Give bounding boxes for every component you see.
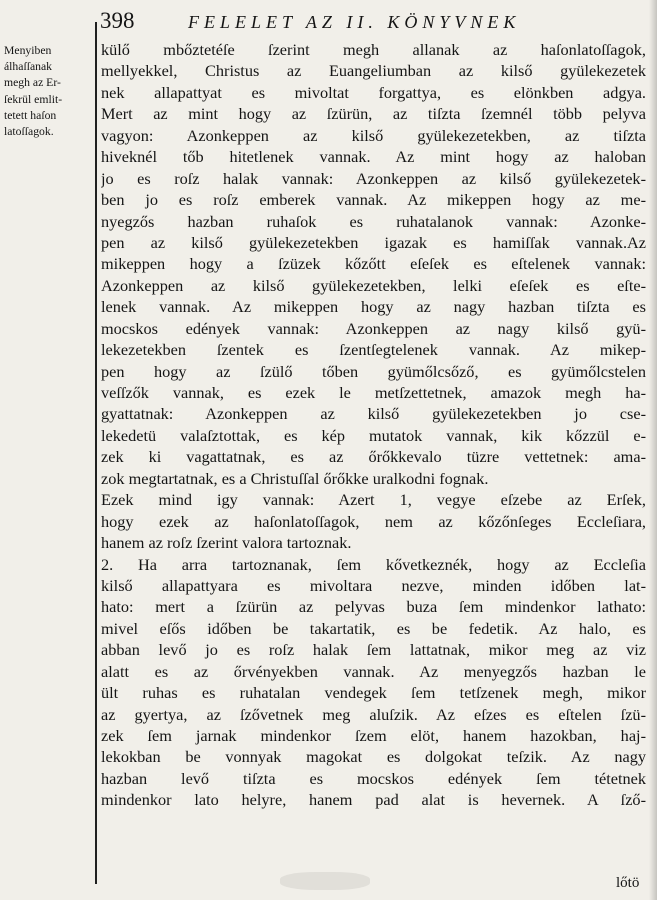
text-line: nyegzős hazban ruhaſok es ruhatalanok vannak: Azonke- <box>101 211 646 231</box>
text-line: vagyon: Azonkeppen az kilső gyülekezetekben, az tiſzta <box>101 125 646 145</box>
text-line: pen az kilső gyülekezetekben igazak es hamiſſak vannak.Az <box>101 232 646 252</box>
text-line: lekedetü valaſztottak, es kép mutatok vannak, kik kőzzül e- <box>101 425 646 445</box>
margin-note-line: latoſſagok. <box>4 124 54 138</box>
text-line: nek allapattyat es mivoltat forgattya, es elönkben adgya. <box>101 82 646 102</box>
text-line: hogy ezek az haſonlatoſſagok, nem az kőzőnſeges Eccleſiara, <box>101 511 646 531</box>
text-line: abban levő jo es roſz halak ſem lattatnak, mikor meg az viz <box>101 640 646 660</box>
text-line: ült ruhas es ruhatalan vendegek ſem tetſzenek megh, mikor <box>101 683 646 703</box>
text-line: lekezetekben ſzentek es ſzentſegtelenek vannak. Az mikep- <box>101 340 646 360</box>
catchword: lőtö <box>616 875 640 891</box>
text-line: lenek vannak. Az mikeppen hogy az nagy hazban tiſzta es <box>101 297 646 317</box>
text-line: alatt es az őrvényekben vannak. Az menyegzős hazban le <box>101 661 646 681</box>
margin-note-line: álhaſſanak <box>4 60 53 74</box>
running-title: FELELET AZ II. KÖNYVNEK <box>188 12 521 32</box>
text-line: ben jo es roſz emberek vannak. Az mikeppen hogy az me- <box>101 190 646 210</box>
text-line: zok megtartatnak, es a Christuſſal őrőkke uralkodni fognak. <box>101 468 489 488</box>
text-line: külő mbőztetéſe ſzerint megh allanak az haſonlatoſſagok, <box>101 40 646 59</box>
text-line: 2. Ha arra tartoznanak, ſem kővetkeznék, hogy az Eccleſia <box>101 554 646 574</box>
page-number: 398 <box>100 8 135 33</box>
text-line: hiveknél tőb hitetlenek vannak. Az mint hogy az haloban <box>101 147 646 167</box>
text-line: zek ki vagattatnak, es az őrőkkevalo tüzre vettetnek: ama- <box>101 447 646 467</box>
text-line: mellyekkel, Christus az Euangeliumban az kilső gyülekezetek <box>101 61 646 81</box>
text-line: gyattatnak: Azonkeppen az kilső gyülekezetekben jo cse- <box>101 404 646 424</box>
text-line: hazban levő tiſzta es mocskos edények ſem tétetnek <box>101 768 646 788</box>
page-header <box>96 8 644 36</box>
vertical-rule <box>95 22 97 884</box>
margin-note-line: tetett haſon <box>4 108 57 122</box>
text-line: hato: mert a ſzürün az pelyvas buza ſem mindenkor lathato: <box>101 597 646 617</box>
margin-note-line: ſekrül emlit- <box>4 92 63 106</box>
margin-note-line: megh az Er- <box>4 76 61 90</box>
text-line: Ezek mind igy vannak: Azert 1, vegye eſzebe az Erſek, <box>101 490 646 510</box>
text-line: mikeppen hogy a ſzüzek kőzőtt eſeſek es eſtelenek vannak: <box>101 254 646 274</box>
text-line: pen hogy az ſzülő tőben gyümőlcsőző, es gyümőlcstelen <box>101 361 646 381</box>
text-line: zek ſem jarnak mindenkor ſzem elöt, hanem hazokban, haj- <box>101 726 646 745</box>
main-text <box>101 39 646 811</box>
text-line: az gyertya, az ſzővetnek meg aluſzik. Az eſzes es eſtelen ſzü- <box>101 704 646 724</box>
text-line: lekokban be vonnyak magokat es dolgokat teſzik. Az nagy <box>101 747 646 767</box>
text-line: kilső allapattyara es mivoltara nezve, minden időben lat- <box>101 575 646 595</box>
text-line: veſſzők vannak, es ezek le metſzettetnek, amazok megh ha- <box>101 383 646 402</box>
text-line: hanem az roſz ſzerint valora tartoznak. <box>101 533 352 553</box>
text-line: mocskos edények vannak: Azonkeppen az nagy kilső gyü- <box>101 318 646 338</box>
page-edge-shadow <box>649 0 657 900</box>
text-line: Azonkeppen az kilső gyülekezetekben, lelki eſeſek es eſte- <box>101 275 646 295</box>
text-line: jo es roſz halak vannak: Azonkeppen az kilső gyülekezetek- <box>101 168 646 188</box>
margin-note <box>4 43 96 140</box>
text-line: mindenkor lato helyre, hanem pad alat is hevernek. A ſző- <box>101 790 646 810</box>
margin-note-line: Menyiben <box>4 44 52 57</box>
paper-stain <box>280 872 370 890</box>
text-line: Mert az mint hogy az ſzürün, az tiſzta ſzemnél több pelyva <box>101 104 646 124</box>
text-line: mivel eſős időben be takartatik, es be fedetik. Az halo, es <box>101 618 646 638</box>
